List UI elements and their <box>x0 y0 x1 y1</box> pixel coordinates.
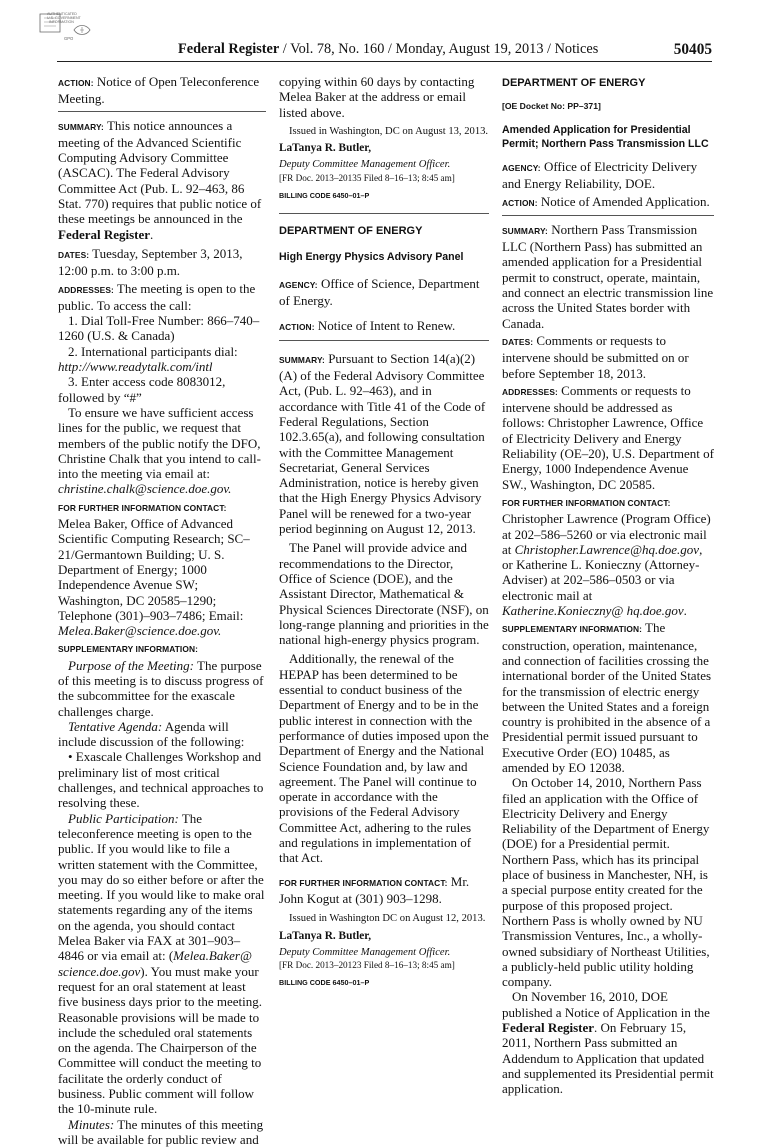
addresses-text: Comments or requests to intervene should be addressed as follows: Christopher Lawrence, Office of Electricity Delivery and Energy Reliability (OE–20), U.S. Department of Energy, 1000 Independence Avenue SW., Washington, DC 20585. <box>502 382 714 492</box>
melea-email-link[interactable]: Melea.Baker@science.doe.gov. <box>58 623 222 639</box>
summary-para <box>58 118 266 242</box>
agenda-para <box>58 719 266 750</box>
fr-doc-1: [FR Doc. 2013–20135 Filed 8–16–13; 8:45 am] <box>279 172 455 183</box>
gpo-authentication-seal <box>34 10 98 44</box>
call-step-3: 3. Enter access code 8083012, followed by “#” <box>58 374 226 405</box>
summary-text: This notice announces a meeting of the Advanced Scientific Computing Advisory Committee (ASCAC). The Federal Advisory Committee Act (Pub. L. 92–463, 86 Stat. 770) requires that public notice of these meetings be announced in the <box>58 117 262 227</box>
dates-para <box>58 246 266 279</box>
ffic-label: FOR FURTHER INFORMATION CONTACT: <box>502 497 671 508</box>
summary-text: Northern Pass Transmission LLC (Northern Pass) has submitted an amended application for a Presidential permit to construct, operate, maintain, and connect an electric transmission line across the United States border with Canada. <box>502 221 714 331</box>
november-text-b: . On February 15, 2011, Northern Pass submitted an Addendum to Application that updated and supplemented its Presidential permit application. <box>502 1020 714 1097</box>
summary-para <box>279 351 489 537</box>
signer-office-1: Deputy Committee Management Officer. <box>279 159 451 171</box>
action-label: ACTION: <box>279 322 315 333</box>
supp-label-para <box>58 640 266 657</box>
public-participation-heading: Public Participation: <box>68 810 179 826</box>
dates-label: DATES: <box>502 336 534 347</box>
signer-name-1: LaTanya R. Butler, <box>279 142 372 155</box>
action-para <box>502 194 714 211</box>
summary-end: . <box>150 226 154 242</box>
agency-label: AGENCY: <box>279 279 318 290</box>
call-step-2 <box>58 344 266 359</box>
dates-para <box>502 333 714 381</box>
addresses-para <box>58 281 266 314</box>
action-label: ACTION: <box>502 197 538 208</box>
lawrence-email-link[interactable]: Christopher.Lawrence@hq.doe.gov <box>514 541 700 557</box>
action-text: Notice of Intent to Renew. <box>314 318 456 334</box>
call-step-1: 1. Dial Toll-Free Number: 866–740–1260 (U.S. & Canada) <box>58 313 260 344</box>
ffic-label-para <box>502 494 714 511</box>
purpose-text: The purpose of this meeting is to discuss progress of the subcommittee for the exascale challenges charge. <box>58 657 264 719</box>
docket-number: [OE Docket No: PP–371] <box>502 101 601 111</box>
october-application-para: On October 14, 2010, Northern Pass filed an application with the Office of Electricity Delivery and Energy Reliability of the Department of Energy (DOE) for a Presidential permit. Northern Pass, which has its principal place of business in Manchester, NH, is a special purpose entity created for the purpose of this proposed project. Northern Pass is wholly owned by NU Transmission Ventures, Inc., a wholly-owned subsidiary of Northeast Utilities, a publicly-held public utility holding company. <box>502 775 710 990</box>
minutes-para <box>58 1117 266 1147</box>
access-para <box>58 405 266 497</box>
panel-heading: High Energy Physics Advisory Panel <box>279 250 464 263</box>
ffic-para <box>502 511 714 618</box>
purpose-para <box>58 658 266 719</box>
ffic-para <box>279 874 489 907</box>
agency-heading: DEPARTMENT OF ENERGY <box>279 224 423 237</box>
summary-label: SUMMARY: <box>502 225 548 236</box>
readytalk-link[interactable]: http://www.readytalk.com/intl <box>58 359 213 375</box>
addresses-label: ADDRESSES: <box>502 386 558 397</box>
column-1 <box>58 74 266 1147</box>
november-notice-para <box>502 989 714 1096</box>
supplementary-text: The construction, operation, maintenance, and connection of facilities crossing the international border of the United States for the transmission of electric energy between the United States and a foreign country is prohibited in the absence of a Presidential permit issued pursuant to Executive Order (EO) 10485, as amended by EO 12038. <box>502 620 712 775</box>
action-para <box>58 74 266 107</box>
supplementary-label: SUPPLEMENTARY INFORMATION: <box>58 644 199 655</box>
supp-para <box>502 620 714 775</box>
public-participation-para <box>58 811 266 1117</box>
panel-advice-para: The Panel will provide advice and recommendations to the Director, Office of Science (DOE), and the Assistant Director, Mathematical & Physical Sciences Directorate (NSF), on long-range planning and priorities in the national high-energy physics program. <box>279 540 489 648</box>
action-text: Notice of Open Teleconference Meeting. <box>58 74 260 107</box>
renewal-para: Additionally, the renewal of the HEPAP has been determined to be essential to conduct business of the Department of Energy and to be in the public interest in connection with the performance of duties imposed upon the Department of Energy and the National Science Foundation and, by law and agreement. The Panel will continue to operate in accordance with the provisions of the Federal Advisory Committee Act, adhering to the rules and regulations in implementation of that Act. <box>279 651 489 866</box>
dates-text: Comments or requests to intervene should be submitted on or before September 18, 2013. <box>502 332 689 381</box>
ffic-text: Christopher Lawrence (Program Office) at 202–586–5260 or via electronic mail at <box>502 511 711 557</box>
agency-label: AGENCY: <box>502 163 541 173</box>
stamp-line-4: GPO <box>64 36 74 41</box>
federal-register-ref: Federal Register <box>502 1020 595 1036</box>
call-step-2-url-line <box>58 359 266 374</box>
ffic-mid: , or Katherine L. Konieczny (Attorney-Adviser) at 202–586–0503 or via electronic mail at <box>502 541 703 603</box>
header-rule <box>57 61 712 62</box>
running-header <box>178 41 708 58</box>
agenda-heading: Tentative Agenda: <box>68 718 163 734</box>
public-participation-text: The teleconference meeting is open to the public. If you would like to file a written statement with the Committee, you may do so either before or after the meeting. If you would like to make oral statements regarding any of the items on the agenda, you should contact Melea Baker via FAX at 301–903–4846 or via email at: ( <box>58 810 265 964</box>
access-text: To ensure we have sufficient access lines for the public, we request that members of the public notify the DFO, Christine Chalk that you intend to call-into the meeting via email at: <box>58 404 261 482</box>
divider <box>502 215 714 216</box>
divider <box>58 111 266 112</box>
public-participation-rest: ). You must make your request for an oral statement at least five business days prior to the meeting. Reasonable provisions will be made to include the scheduled oral statements on the agenda. The Chairperson of the Committee will conduct the meeting to facilitate the orderly conduct of business. Public comment will follow the 10-minute rule. <box>58 963 262 1117</box>
ffic-text-para <box>58 516 266 638</box>
addresses-label: ADDRESSES: <box>58 284 114 295</box>
agenda-text: Agenda will include discussion of the following: <box>58 718 245 750</box>
summary-label: SUMMARY: <box>58 121 104 132</box>
konieczny-email-link[interactable]: Katherine.Konieczny@ hq.doe.gov <box>502 603 684 619</box>
billing-code-1: BILLING CODE 6450–01–P <box>279 190 370 200</box>
addresses-para <box>502 383 714 492</box>
agenda-bullet: • Exascale Challenges Workshop and preliminary list of most critical challenges, and technical approaches to resolving these. <box>58 749 264 811</box>
dates-text: Tuesday, September 3, 2013, 12:00 p.m. to 3:00 p.m. <box>58 245 243 279</box>
publication-name: Federal Register <box>178 41 280 57</box>
agency-para <box>502 159 714 192</box>
dates-label: DATES: <box>58 249 90 260</box>
notice-title: Amended Application for Presidential Permit; Northern Pass Transmission LLC <box>502 124 709 150</box>
ffic-label: FOR FURTHER INFORMATION CONTACT: <box>58 502 227 513</box>
divider <box>279 213 489 214</box>
stamp-line-1: AUTHENTICATED <box>47 12 77 16</box>
action-label: ACTION: <box>58 78 94 88</box>
billing-code-2: BILLING CODE 6450–01–P <box>279 978 370 988</box>
ffic-label: FOR FURTHER INFORMATION CONTACT: <box>279 877 448 888</box>
ffic-end: . <box>683 603 687 619</box>
signer-office-2: Deputy Committee Management Officer. <box>279 946 451 958</box>
addresses-text: The meeting is open to the public. To access the call: <box>58 280 256 313</box>
column-2 <box>279 74 489 988</box>
issued-line-1: Issued in Washington, DC on August 13, 2013. <box>289 125 489 137</box>
supplementary-label: SUPPLEMENTARY INFORMATION: <box>502 624 643 635</box>
federal-register-ref: Federal Register <box>58 226 151 242</box>
agency-text: Office of Science, Department of Energy. <box>279 275 480 309</box>
minutes-heading: Minutes: <box>68 1116 115 1132</box>
agency-heading: DEPARTMENT OF ENERGY <box>502 77 646 89</box>
agency-para <box>279 276 489 309</box>
action-text: Notice of Amended Application. <box>537 193 710 209</box>
summary-label: SUMMARY: <box>279 354 325 365</box>
issue-info: / Vol. 78, No. 160 / Monday, August 19, 2013 / Notices <box>279 41 599 57</box>
continued-text: copying within 60 days by contacting Melea Baker at the address or email listed above. <box>279 74 475 120</box>
purpose-heading: Purpose of the Meeting: <box>68 657 194 673</box>
summary-text: Pursuant to Section 14(a)(2)(A) of the Federal Advisory Committee Act, (Pub. L. 92–463), and in accordance with Title 41 of the Code of Federal Regulations, Section 102.3.65(a), and following consultation with the Committee Management Secretariat, General Services Administration, notice is hereby given that the High Energy Physics Advisory Panel will be renewed for a two-year period beginning on August 12, 2013. <box>279 350 486 537</box>
dfo-email-link[interactable]: christine.chalk@science.doe.gov. <box>58 481 232 497</box>
summary-para <box>502 222 714 331</box>
ffic-para <box>58 499 266 516</box>
ffic-text: Mr. John Kogut at (301) 903–1298. <box>279 873 470 906</box>
divider <box>279 340 489 341</box>
ffic-text: Melea Baker, Office of Advanced Scientific Computing Research; SC–21/Germantown Building; U. S. Department of Energy; 1000 Independence Avenue SW; Washington, DC 20585–1290; Telephone (301)–903–7486; Email: <box>58 516 250 623</box>
stamp-line-3: INFORMATION <box>49 20 74 24</box>
minutes-text: The minutes of this meeting will be available for public review and <box>58 1116 264 1147</box>
page-number: 50405 <box>673 41 712 58</box>
november-text-a: On November 16, 2010, DOE published a Notice of Application in the <box>502 989 710 1020</box>
issued-line-2: Issued in Washington DC on August 12, 2013. <box>289 913 486 925</box>
stamp-line-2: U.S. GOVERNMENT <box>47 16 81 20</box>
agency-text: Office of Electricity Delivery and Energy Reliability, DOE. <box>502 159 698 192</box>
action-para <box>279 318 489 335</box>
call-step-2-text: 2. International participants dial: <box>68 343 238 359</box>
signer-name-2: LaTanya R. Butler, <box>279 929 372 942</box>
column-3 <box>502 74 714 1097</box>
fr-doc-2: [FR Doc. 2013–20123 Filed 8–16–13; 8:45 am] <box>279 960 455 971</box>
melea-email-link-2[interactable]: Melea.Baker@ science.doe.gov <box>58 948 252 979</box>
